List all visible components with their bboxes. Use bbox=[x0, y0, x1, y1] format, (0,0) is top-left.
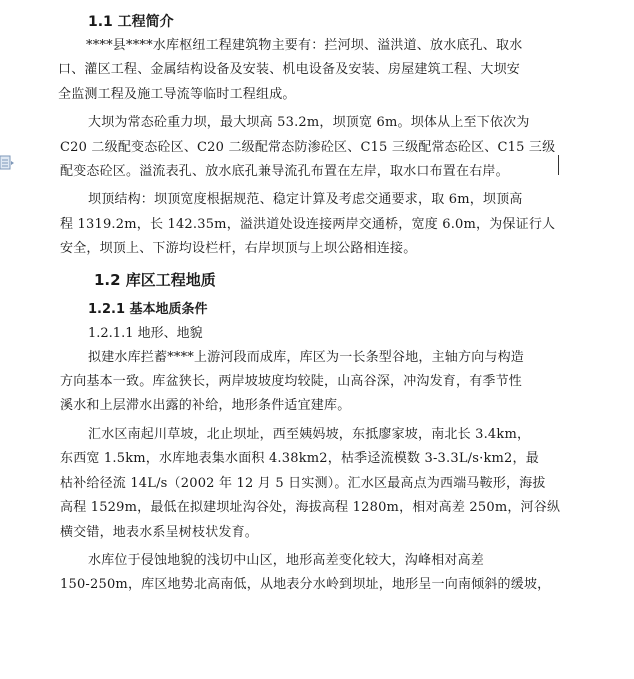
paragraph-line: 口、灌区工程、金属结构设备及安装、机电设备及安装、房屋建筑工程、大坝安 bbox=[58, 62, 521, 78]
subsubsection-heading-1-2-1-1: 1.2.1.1 地形、地貌 bbox=[88, 325, 203, 341]
paragraph-line: ****县****水库枢纽工程建筑物主要有：拦河坝、溢洪道、放水底孔、取水 bbox=[86, 38, 523, 53]
paragraph-line: 大坝为常态砼重力坝，最大坝高 53.2m，坝顶宽 6m。坝体从上至下依次为 bbox=[88, 115, 530, 131]
paragraph-landform bbox=[60, 549, 558, 598]
document-icon[interactable] bbox=[0, 155, 14, 171]
paragraph-line: 拟建水库拦蓄****上游河段而成库，库区为一长条型谷地，主轴方向与构造 bbox=[88, 349, 525, 365]
paragraph-line: 高程 1529m，最低在拟建坝址沟谷处，海拔高程 1280m，相对高差 250m，河谷纵 bbox=[60, 500, 561, 516]
paragraph-catchment-area bbox=[60, 423, 561, 545]
paragraph-line: C20 二级配变态砼区、C20 二级配常态防渗砼区、C15 三级配常态砼区、C15 三级 bbox=[60, 139, 556, 155]
paragraph-line: 150-250m，库区地势北高南低，从地表分水岭到坝址，地形呈一向南倾斜的缓坡， bbox=[60, 577, 551, 593]
paragraph-line: 安全，坝顶上、下游均设栏杆，右岸坝顶与上坝公路相连接。 bbox=[60, 241, 417, 257]
paragraph-line: 全监测工程及施工导流等临时工程组成。 bbox=[58, 86, 296, 102]
document-content bbox=[58, 10, 561, 602]
paragraph-dam-structure bbox=[60, 111, 558, 184]
paragraph-line: 方向基本一致。库盆狭长，两岸坡坡度均较陡，山高谷深，冲沟发育，有季节性 bbox=[60, 374, 523, 390]
paragraph-line: 水库位于侵蚀地貌的浅切中山区，地形高差变化较大，沟峰相对高差 bbox=[88, 552, 485, 568]
paragraph-line: 坝顶结构：坝顶宽度根据规范、稳定计算及考虑交通要求，取 6m，坝顶高 bbox=[88, 192, 523, 208]
paragraph-line: 程 1319.2m，长 142.35m，溢洪道处设连接两岸交通桥，宽度 6.0m，为保证行人 bbox=[60, 216, 556, 232]
paragraph-line: 枯补给径流 14L/s（2002 年 12 月 5 日实测）。汇水区最高点为西端马鞍形，海拔 bbox=[60, 475, 546, 491]
paragraph-line: 配变态砼区。溢流表孔、放水底孔兼导流孔布置在左岸，取水口布置在右岸。 bbox=[60, 164, 509, 180]
paragraph-line: 溪水和上层滞水出露的补给，地形条件适宜建库。 bbox=[60, 398, 351, 414]
text-cursor bbox=[558, 155, 559, 175]
paragraph-crest-structure bbox=[60, 188, 558, 261]
paragraph-project-buildings bbox=[58, 34, 558, 107]
subsection-heading-1-2-1: 1.2.1 基本地质条件 bbox=[88, 301, 208, 317]
paragraph-reservoir-basin bbox=[60, 346, 558, 419]
paragraph-line: 汇水区南起川草坡，北止坝址，西至姨妈坡，东抵廖家坡，南北长 3.4km， bbox=[88, 426, 531, 442]
paragraph-line: 横交错，地表水系呈树枝状发育。 bbox=[60, 524, 259, 540]
section-heading-1-1: 1.1 工程简介 bbox=[88, 14, 174, 30]
section-heading-1-2: 1.2 库区工程地质 bbox=[94, 270, 216, 289]
paragraph-line: 东西宽 1.5km，水库地表集水面积 4.38km2，枯季迳流模数 3-3.3L/s·km2，最 bbox=[60, 451, 539, 467]
